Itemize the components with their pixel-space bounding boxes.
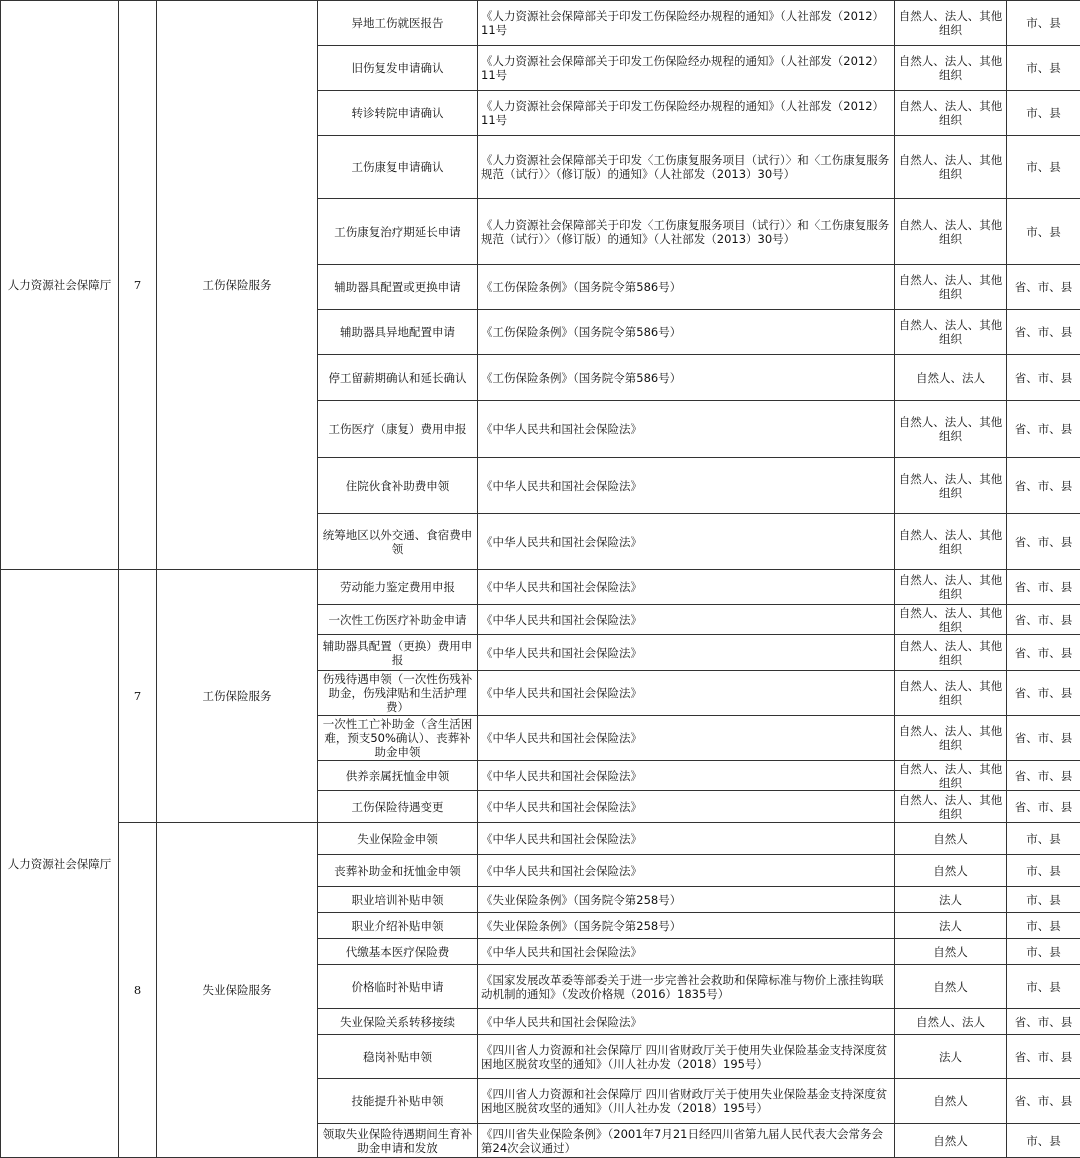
department-cell: 人力资源社会保障厅: [1, 1, 119, 570]
handling-level-cell: 省、市、县: [1007, 671, 1080, 716]
handling-level-cell: 省、市、县: [1007, 635, 1080, 671]
handling-level-cell: 市、县: [1007, 939, 1080, 965]
service-target-cell: 自然人、法人: [895, 1009, 1007, 1035]
service-target-cell: 自然人、法人、其他组织: [895, 401, 1007, 458]
handling-level-cell: 省、市、县: [1007, 1079, 1080, 1124]
legal-basis-cell: 《中华人民共和国社会保险法》: [478, 401, 895, 458]
service-target-cell: 自然人、法人、其他组织: [895, 605, 1007, 635]
legal-basis-cell: 《中华人民共和国社会保险法》: [478, 514, 895, 570]
table-row: [1, 823, 1080, 855]
service-target-cell: 自然人、法人、其他组织: [895, 570, 1007, 605]
handling-level-cell: 省、市、县: [1007, 570, 1080, 605]
service-target-cell: 自然人、法人、其他组织: [895, 91, 1007, 136]
service-target-cell: 自然人: [895, 939, 1007, 965]
legal-basis-cell: 《中华人民共和国社会保险法》: [478, 855, 895, 887]
service-target-cell: 自然人、法人、其他组织: [895, 265, 1007, 310]
handling-level-cell: 市、县: [1007, 1124, 1080, 1158]
section-number-cell: 8: [119, 823, 157, 1158]
handling-level-cell: 省、市、县: [1007, 458, 1080, 514]
service-item-cell: 丧葬补助金和抚恤金申领: [318, 855, 478, 887]
handling-level-cell: 省、市、县: [1007, 716, 1080, 761]
legal-basis-cell: 《中华人民共和国社会保险法》: [478, 671, 895, 716]
legal-basis-cell: 《中华人民共和国社会保险法》: [478, 1009, 895, 1035]
legal-basis-cell: 《失业保险条例》（国务院令第258号）: [478, 887, 895, 913]
legal-basis-cell: 《四川省人力资源和社会保障厅 四川省财政厅关于使用失业保险基金支持深度贫困地区脱贫攻坚的通知》（川人社办发（2018）195号）: [478, 1035, 895, 1079]
handling-level-cell: 市、县: [1007, 46, 1080, 91]
service-item-cell: 统筹地区以外交通、食宿费申领: [318, 514, 478, 570]
section-number-cell: 7: [119, 1, 157, 570]
service-target-cell: 自然人、法人、其他组织: [895, 761, 1007, 791]
legal-basis-cell: 《中华人民共和国社会保险法》: [478, 570, 895, 605]
legal-basis-cell: 《工伤保险条例》（国务院令第586号）: [478, 265, 895, 310]
legal-basis-cell: 《四川省失业保险条例》（2001年7月21日经四川省第九届人民代表大会常务会第24次会议通过）: [478, 1124, 895, 1158]
service-item-cell: 辅助器具配置（更换）费用申报: [318, 635, 478, 671]
service-target-cell: 自然人: [895, 823, 1007, 855]
legal-basis-cell: 《中华人民共和国社会保险法》: [478, 939, 895, 965]
service-item-cell: 辅助器具配置或更换申请: [318, 265, 478, 310]
service-item-cell: 旧伤复发申请确认: [318, 46, 478, 91]
legal-basis-cell: 《中华人民共和国社会保险法》: [478, 823, 895, 855]
service-item-cell: 代缴基本医疗保险费: [318, 939, 478, 965]
legal-basis-cell: 《人力资源社会保障部关于印发〈工伤康复服务项目（试行）〉和〈工伤康复服务规范（试行）〉（修订版）的通知》（人社部发（2013）30号）: [478, 136, 895, 199]
service-item-cell: 住院伙食补助费申领: [318, 458, 478, 514]
service-category-cell: 失业保险服务: [157, 823, 318, 1158]
service-category-cell: 工伤保险服务: [157, 1, 318, 570]
service-item-cell: 职业介绍补贴申领: [318, 913, 478, 939]
service-target-cell: 自然人、法人、其他组织: [895, 635, 1007, 671]
service-target-cell: 自然人: [895, 965, 1007, 1009]
service-item-cell: 失业保险关系转移接续: [318, 1009, 478, 1035]
service-item-cell: 工伤康复申请确认: [318, 136, 478, 199]
service-target-cell: 自然人、法人、其他组织: [895, 1, 1007, 46]
handling-level-cell: 市、县: [1007, 913, 1080, 939]
legal-basis-cell: 《中华人民共和国社会保险法》: [478, 458, 895, 514]
service-target-cell: 自然人、法人、其他组织: [895, 310, 1007, 355]
service-target-cell: 法人: [895, 913, 1007, 939]
service-item-cell: 工伤保险待遇变更: [318, 791, 478, 823]
handling-level-cell: 市、县: [1007, 965, 1080, 1009]
table-body: [1, 1, 1080, 1158]
table-row: [1, 570, 1080, 605]
service-item-cell: 失业保险金申领: [318, 823, 478, 855]
handling-level-cell: 省、市、县: [1007, 761, 1080, 791]
service-target-cell: 自然人、法人、其他组织: [895, 458, 1007, 514]
service-item-cell: 工伤医疗（康复）费用申报: [318, 401, 478, 458]
legal-basis-cell: 《工伤保险条例》（国务院令第586号）: [478, 355, 895, 401]
handling-level-cell: 省、市、县: [1007, 791, 1080, 823]
legal-basis-cell: 《中华人民共和国社会保险法》: [478, 716, 895, 761]
service-target-cell: 自然人、法人、其他组织: [895, 46, 1007, 91]
service-target-cell: 自然人: [895, 1124, 1007, 1158]
service-item-cell: 停工留薪期确认和延长确认: [318, 355, 478, 401]
service-item-cell: 供养亲属抚恤金申领: [318, 761, 478, 791]
legal-basis-cell: 《人力资源社会保障部关于印发工伤保险经办规程的通知》（人社部发（2012）11号: [478, 1, 895, 46]
legal-basis-cell: 《四川省人力资源和社会保障厅 四川省财政厅关于使用失业保险基金支持深度贫困地区脱贫攻坚的通知》（川人社办发（2018）195号）: [478, 1079, 895, 1124]
legal-basis-cell: 《人力资源社会保障部关于印发工伤保险经办规程的通知》（人社部发（2012）11号: [478, 91, 895, 136]
handling-level-cell: 省、市、县: [1007, 401, 1080, 458]
handling-level-cell: 省、市、县: [1007, 310, 1080, 355]
service-target-cell: 自然人: [895, 1079, 1007, 1124]
handling-level-cell: 省、市、县: [1007, 514, 1080, 570]
service-target-cell: 自然人、法人、其他组织: [895, 671, 1007, 716]
handling-level-cell: 市、县: [1007, 887, 1080, 913]
legal-basis-cell: 《工伤保险条例》（国务院令第586号）: [478, 310, 895, 355]
service-target-cell: 自然人、法人、其他组织: [895, 199, 1007, 265]
service-target-cell: 自然人、法人、其他组织: [895, 514, 1007, 570]
service-item-cell: 转诊转院申请确认: [318, 91, 478, 136]
legal-basis-cell: 《中华人民共和国社会保险法》: [478, 635, 895, 671]
service-target-cell: 自然人: [895, 855, 1007, 887]
department-cell: 人力资源社会保障厅: [1, 570, 119, 1158]
service-item-cell: 异地工伤就医报告: [318, 1, 478, 46]
handling-level-cell: 市、县: [1007, 823, 1080, 855]
service-category-cell: 工伤保险服务: [157, 570, 318, 823]
service-item-cell: 一次性工亡补助金（含生活困难，预支50%确认）、丧葬补助金申领: [318, 716, 478, 761]
service-target-cell: 自然人、法人、其他组织: [895, 136, 1007, 199]
legal-basis-cell: 《中华人民共和国社会保险法》: [478, 761, 895, 791]
handling-level-cell: 省、市、县: [1007, 265, 1080, 310]
service-item-cell: 价格临时补贴申请: [318, 965, 478, 1009]
handling-level-cell: 省、市、县: [1007, 605, 1080, 635]
service-target-cell: 自然人、法人: [895, 355, 1007, 401]
service-item-cell: 职业培训补贴申领: [318, 887, 478, 913]
legal-basis-cell: 《国家发展改革委等部委关于进一步完善社会救助和保障标准与物价上涨挂钩联动机制的通知》（发改价格规（2016）1835号）: [478, 965, 895, 1009]
service-target-cell: 法人: [895, 1035, 1007, 1079]
service-target-cell: 自然人、法人、其他组织: [895, 716, 1007, 761]
service-item-cell: 伤残待遇申领（一次性伤残补助金，伤残津贴和生活护理费）: [318, 671, 478, 716]
section-number-cell: 7: [119, 570, 157, 823]
service-target-cell: 法人: [895, 887, 1007, 913]
legal-basis-cell: 《人力资源社会保障部关于印发工伤保险经办规程的通知》（人社部发（2012）11号: [478, 46, 895, 91]
service-item-cell: 辅助器具异地配置申请: [318, 310, 478, 355]
handling-level-cell: 市、县: [1007, 855, 1080, 887]
handling-level-cell: 省、市、县: [1007, 1035, 1080, 1079]
service-item-cell: 一次性工伤医疗补助金申请: [318, 605, 478, 635]
handling-level-cell: 市、县: [1007, 136, 1080, 199]
handling-level-cell: 市、县: [1007, 199, 1080, 265]
service-item-cell: 工伤康复治疗期延长申请: [318, 199, 478, 265]
handling-level-cell: 省、市、县: [1007, 355, 1080, 401]
legal-basis-cell: 《人力资源社会保障部关于印发〈工伤康复服务项目（试行）〉和〈工伤康复服务规范（试行）〉（修订版）的通知》（人社部发（2013）30号）: [478, 199, 895, 265]
table-row: [1, 1, 1080, 46]
handling-level-cell: 省、市、县: [1007, 1009, 1080, 1035]
service-item-cell: 领取失业保险待遇期间生育补助金申请和发放: [318, 1124, 478, 1158]
legal-basis-cell: 《中华人民共和国社会保险法》: [478, 791, 895, 823]
service-item-cell: 技能提升补贴申领: [318, 1079, 478, 1124]
legal-basis-cell: 《失业保险条例》（国务院令第258号）: [478, 913, 895, 939]
service-item-cell: 劳动能力鉴定费用申报: [318, 570, 478, 605]
legal-basis-cell: 《中华人民共和国社会保险法》: [478, 605, 895, 635]
handling-level-cell: 市、县: [1007, 1, 1080, 46]
service-target-cell: 自然人、法人、其他组织: [895, 791, 1007, 823]
service-item-cell: 稳岗补贴申领: [318, 1035, 478, 1079]
handling-level-cell: 市、县: [1007, 91, 1080, 136]
